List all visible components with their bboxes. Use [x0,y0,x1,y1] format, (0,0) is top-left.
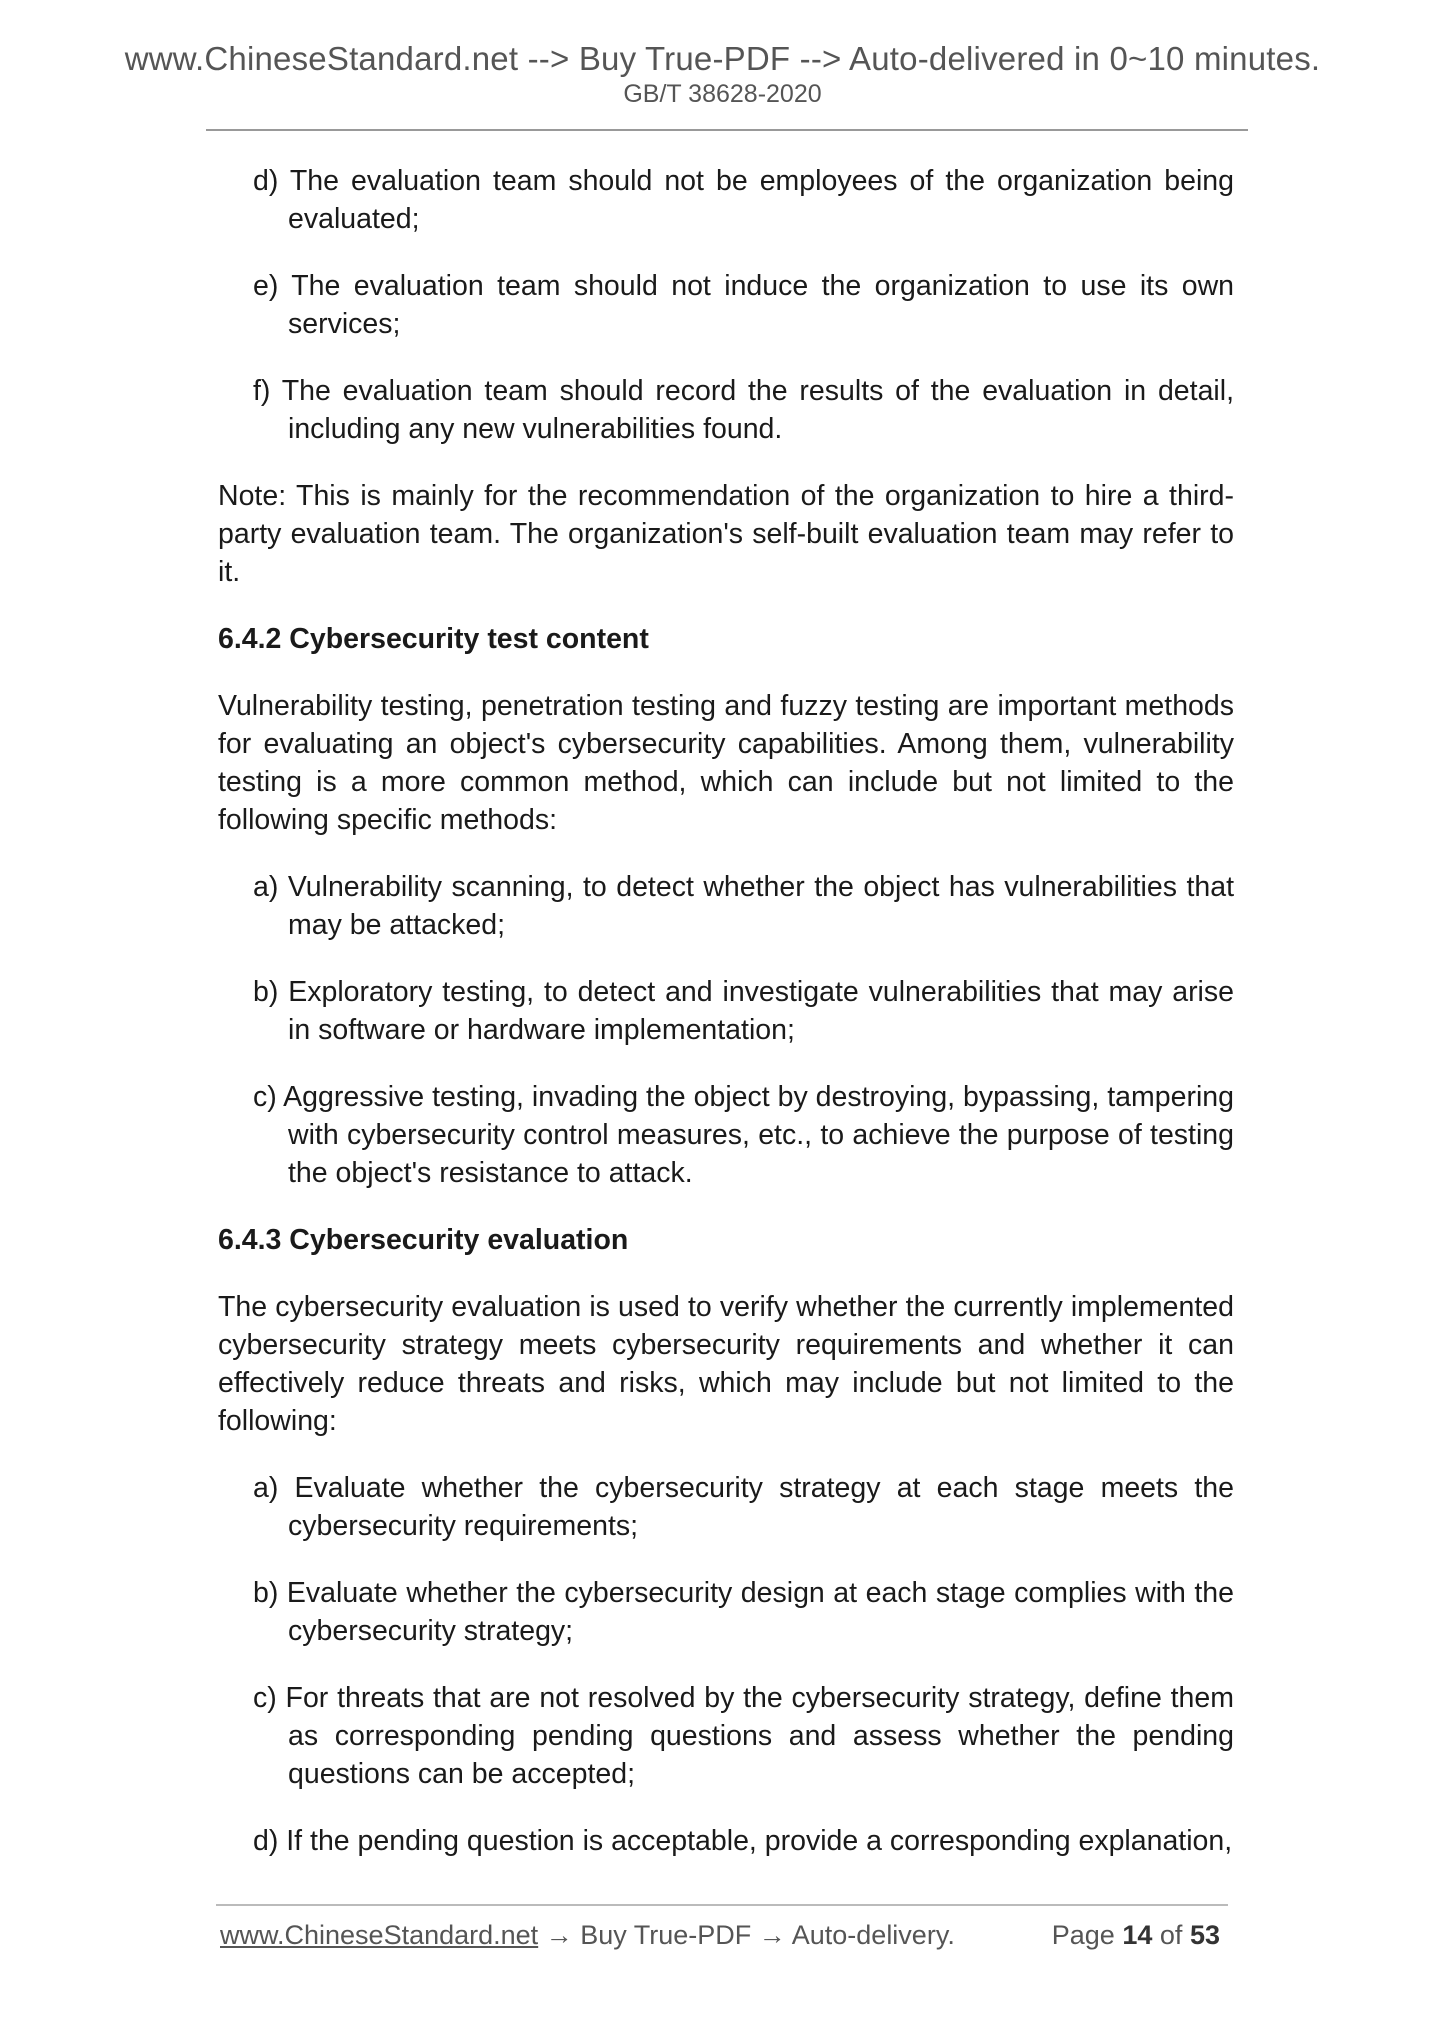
item-label: a) [253,1472,279,1504]
page-number: 14 [1122,1920,1153,1950]
footer-divider [216,1904,1228,1906]
of-label: of [1159,1920,1183,1950]
section-heading-6-4-2: 6.4.2 Cybersecurity test content [218,623,649,655]
item-text: Vulnerability scanning, to detect whether the object has vulnerabilities that may be attacked; [287,871,1234,941]
item-label: a) [253,871,279,903]
list-item [253,372,1234,448]
list-item [253,973,1234,1049]
note-paragraph: Note: This is mainly for the recommendation of the organization to hire a third-party evaluation team. The organization's self-built evaluation team may refer to it. [218,480,1234,588]
list-item [253,1822,1234,1860]
item-label: d) [253,1825,279,1857]
item-label: f) [253,375,271,407]
footer-tail-text: → Buy True-PDF → Auto-delivery. [538,1920,955,1950]
item-text: For threats that are not resolved by the cybersecurity strategy, define them as corresponding pending questions and assess whether the pending questions can be accepted; [285,1682,1234,1790]
page-indicator [1052,1920,1220,1951]
item-text: If the pending question is acceptable, provide a corresponding explanation, [286,1825,1233,1857]
header-banner: www.ChineseStandard.net --> Buy True-PDF --> Auto-delivered in 0~10 minutes. [124,40,1321,77]
section-intro-6-4-3: The cybersecurity evaluation is used to verify whether the currently implemented cybersecurity strategy meets cybersecurity requirements and whether it can effectively reduce threats and risks, which may include but not limited to the following: [218,1291,1234,1437]
header-divider [206,129,1248,131]
item-label: e) [253,270,279,302]
section-heading-6-4-3: 6.4.3 Cybersecurity evaluation [218,1224,629,1256]
item-text: Evaluate whether the cybersecurity design at each stage complies with the cybersecurity strategy; [286,1577,1234,1647]
list-item [253,1679,1234,1793]
footer-site-link[interactable]: www.ChineseStandard.net [220,1920,539,1950]
list-item [253,1469,1234,1545]
page-label: Page [1051,1920,1115,1950]
list-item [253,1574,1234,1650]
item-text: The evaluation team should not induce the organization to use its own services; [288,270,1235,340]
item-text: Aggressive testing, invading the object by destroying, bypassing, tampering with cybersecurity control measures, etc., to achieve the purpose of testing the object's resistance to attack. [283,1081,1234,1189]
page-total: 53 [1189,1920,1220,1950]
standard-id: GB/T 38628-2020 [623,80,822,108]
item-label: c) [253,1682,277,1714]
section-intro-6-4-2: Vulnerability testing, penetration testing and fuzzy testing are important methods for evaluating an object's cybersecurity capabilities. Among them, vulnerability testing is a more common method, which can include but not limited to the following specific methods: [218,690,1234,836]
item-label: d) [253,165,279,197]
list-item [253,267,1234,343]
item-text: Exploratory testing, to detect and investigate vulnerabilities that may arise in software or hardware implementation; [288,976,1234,1046]
list-item [253,868,1234,944]
list-item [253,162,1234,238]
item-label: b) [253,976,279,1008]
item-text: Evaluate whether the cybersecurity strategy at each stage meets the cybersecurity requirements; [288,1472,1234,1542]
item-text: The evaluation team should not be employees of the organization being evaluated; [288,165,1235,235]
page-footer [220,1920,1230,1951]
list-item [253,1078,1234,1192]
item-label: c) [253,1081,277,1113]
item-text: The evaluation team should record the results of the evaluation in detail, including any new vulnerabilities found. [281,375,1235,445]
item-label: b) [253,1577,279,1609]
document-body [218,162,1234,1889]
